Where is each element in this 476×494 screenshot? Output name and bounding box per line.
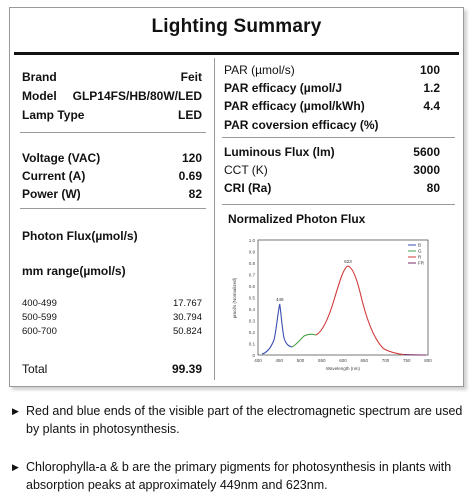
legend-label-g: G bbox=[418, 248, 422, 254]
note-item bbox=[12, 458, 467, 494]
spectrum-far-red bbox=[404, 355, 426, 356]
x-tick: 600 bbox=[339, 358, 347, 363]
x-tick: 650 bbox=[360, 358, 369, 363]
total-value: 99.39 bbox=[171, 362, 202, 376]
range-value-2: 30.794 bbox=[172, 312, 202, 323]
graph-title: Normalized Photon Flux bbox=[228, 212, 366, 226]
legend-label-r: R bbox=[418, 254, 422, 260]
current-value: 0.69 bbox=[178, 169, 202, 183]
y-tick: 0.5 bbox=[248, 295, 255, 301]
mm-range-label: mm range(µmol/s) bbox=[22, 264, 126, 278]
right-rule-1 bbox=[222, 137, 455, 138]
par-value: 100 bbox=[419, 63, 440, 77]
total-label: Total bbox=[22, 362, 48, 376]
y-axis-label: µmol/s (Normalized) bbox=[232, 277, 237, 319]
x-axis-label: Wavelength (nm) bbox=[325, 366, 361, 371]
cri-value: 80 bbox=[426, 181, 440, 195]
range-label-1: 400-499 bbox=[22, 298, 57, 309]
cri-label: CRI (Ra) bbox=[224, 181, 272, 195]
power-value: 82 bbox=[188, 187, 202, 201]
peak-label-blue: 449 bbox=[275, 297, 284, 302]
legend-label-fr: FR bbox=[418, 260, 424, 266]
y-tick: 0.6 bbox=[248, 284, 255, 289]
bullet-arrow-icon: ▶ bbox=[12, 462, 19, 472]
title-divider bbox=[14, 52, 459, 55]
y-tick: 0.4 bbox=[248, 307, 255, 312]
note-text: Red and blue ends of the visible part of the electromagnetic spectrum are used by plants in photosynthesis. bbox=[26, 404, 463, 436]
x-tick: 450 bbox=[275, 358, 284, 363]
right-rule-2 bbox=[222, 204, 455, 205]
legend-label-b: B bbox=[418, 242, 422, 248]
peak-label-red: 623 bbox=[344, 259, 352, 264]
par-efficacy-kwh-value: 4.4 bbox=[423, 99, 440, 113]
y-tick: 0.9 bbox=[248, 249, 255, 255]
lamp-type-label: Lamp Type bbox=[22, 108, 85, 122]
note-item bbox=[12, 402, 467, 438]
par-efficacy-j-label: PAR efficacy (µmol/J bbox=[224, 81, 343, 95]
x-tick-labels bbox=[254, 358, 432, 363]
photon-flux-label: Photon Flux(µmol/s) bbox=[22, 229, 138, 243]
luminous-flux-value: 5600 bbox=[413, 145, 440, 159]
range-value-3: 50.824 bbox=[172, 326, 202, 337]
model-label: Model bbox=[22, 89, 57, 103]
lamp-type-value: LED bbox=[178, 108, 202, 122]
y-tick: 0.3 bbox=[248, 318, 255, 324]
y-tick: 0.8 bbox=[248, 261, 255, 266]
y-tick: 0 bbox=[252, 353, 255, 358]
x-tick: 800 bbox=[424, 358, 432, 363]
y-tick: 1.0 bbox=[248, 238, 255, 243]
voltage-label: Voltage (VAC) bbox=[22, 151, 101, 165]
cct-label: CCT (K) bbox=[224, 163, 268, 177]
photon-flux-graph bbox=[228, 232, 448, 377]
left-rule-2 bbox=[20, 208, 206, 209]
y-tick: 0.1 bbox=[248, 341, 255, 347]
range-label-2: 500-599 bbox=[22, 312, 57, 323]
y-tick: 0.2 bbox=[248, 330, 255, 335]
brand-label: Brand bbox=[22, 70, 57, 84]
note-text: Chlorophylla-a & b are the primary pigments for photosynthesis in plants with absorption peaks at approximately 449nm and 623nm. bbox=[26, 460, 452, 492]
brand-value: Feit bbox=[180, 70, 202, 84]
x-tick: 550 bbox=[317, 358, 326, 363]
par-efficacy-kwh-label: PAR efficacy (µmol/kWh) bbox=[224, 99, 365, 113]
bullet-arrow-icon: ▶ bbox=[12, 406, 19, 416]
voltage-value: 120 bbox=[181, 151, 202, 165]
x-tick: 700 bbox=[381, 358, 390, 363]
range-value-1: 17.767 bbox=[172, 298, 202, 309]
luminous-flux-label: Luminous Flux (lm) bbox=[224, 145, 335, 159]
model-value: GLP14FS/HB/80W/LED bbox=[72, 89, 202, 103]
y-tick: 0.7 bbox=[248, 272, 255, 278]
left-rule-1 bbox=[20, 132, 206, 133]
par-conversion-label: PAR coversion efficacy (%) bbox=[224, 118, 379, 132]
summary-title: Lighting Summary bbox=[151, 16, 322, 37]
par-efficacy-j-value: 1.2 bbox=[423, 81, 440, 95]
range-label-3: 600-700 bbox=[22, 326, 57, 337]
x-tick: 500 bbox=[296, 358, 305, 363]
y-tick-labels bbox=[249, 238, 256, 358]
par-label: PAR (µmol/s) bbox=[224, 63, 295, 77]
x-tick: 400 bbox=[254, 358, 262, 363]
x-tick: 750 bbox=[402, 358, 411, 363]
power-label: Power (W) bbox=[22, 187, 81, 201]
cct-value: 3000 bbox=[413, 163, 440, 177]
column-divider bbox=[214, 58, 215, 380]
current-label: Current (A) bbox=[22, 169, 86, 183]
